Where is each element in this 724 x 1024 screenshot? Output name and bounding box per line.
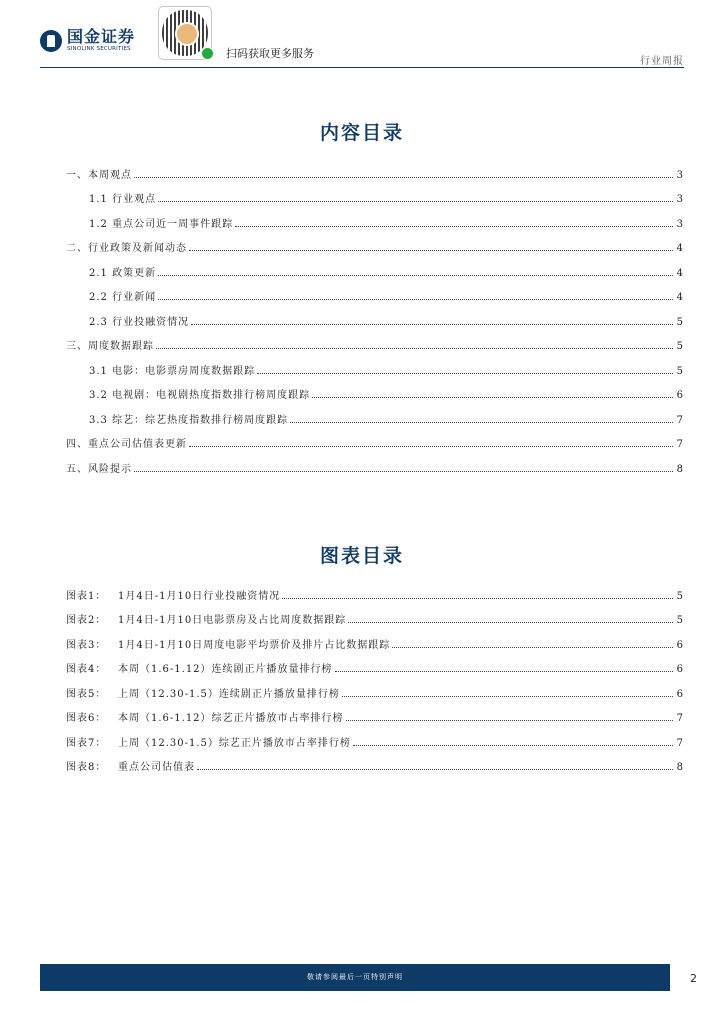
toc-item[interactable]: 一、本周观点 3: [66, 169, 684, 181]
table-of-contents: [66, 156, 684, 475]
figure-item[interactable]: 图表8： 重点公司估值表 8: [66, 762, 684, 773]
toc-item[interactable]: 3.2 电视剧：电视剧热度指数排行榜周度跟踪 6: [89, 390, 684, 401]
figure-item[interactable]: 图表7： 上周（12.30-1.5）综艺正片播放市占率排行榜 7: [66, 737, 684, 749]
toc-item[interactable]: 1.2 重点公司近一周事件跟踪 3: [89, 218, 684, 230]
figures-title: 图表目录: [319, 545, 404, 567]
header-divider: [40, 67, 684, 68]
figure-item[interactable]: 图表3： 1月4日-1月10日周度电影平均票价及排片占比数据跟踪 6: [66, 639, 684, 651]
qr-logo-icon: [175, 22, 199, 46]
logo-icon: [40, 30, 62, 52]
logo-name-en: SINOLINK SECURITIES: [67, 46, 131, 52]
logo-name-cn: 国金证券: [67, 27, 136, 46]
figure-item[interactable]: 图表5： 上周（12.30-1.5）连续剧正片播放量排行榜 6: [66, 688, 684, 700]
footer-disclaimer: 敬请参阅最后一页特别声明: [307, 973, 403, 981]
page-number: 2: [690, 972, 697, 985]
figure-item[interactable]: 图表1： 1月4日-1月10日行业投融资情况 5: [66, 590, 684, 602]
toc-item[interactable]: 3.1 电影：电影票房周度数据跟踪 5: [89, 365, 684, 377]
toc-item[interactable]: 二、行业政策及新闻动态 4: [66, 243, 684, 254]
toc-title: 内容目录: [319, 122, 404, 144]
toc-item[interactable]: 1.1 行业观点 3: [89, 194, 684, 205]
page-header: [0, 0, 724, 68]
footer-bar: [40, 964, 670, 991]
figure-item[interactable]: 图表2： 1月4日-1月10日电影票房及占比周度数据跟踪 5: [66, 615, 684, 626]
list-of-figures: [66, 577, 684, 773]
toc-item[interactable]: 四、重点公司估值表更新 7: [66, 439, 684, 450]
company-logo: [40, 29, 135, 53]
toc-item[interactable]: 2.2 行业新闻 4: [89, 292, 684, 303]
toc-item[interactable]: 2.1 政策更新 4: [89, 267, 684, 279]
report-type-label: 行业周报: [640, 56, 684, 67]
toc-item[interactable]: 五、风险提示 8: [66, 463, 684, 475]
toc-item[interactable]: 2.3 行业投融资情况 5: [89, 316, 684, 328]
toc-item[interactable]: 3.3 综艺：综艺热度指数排行榜周度跟踪 7: [89, 414, 684, 426]
figure-item[interactable]: 图表4： 本周（1.6-1.12）连续剧正片播放量排行榜 6: [66, 664, 684, 675]
figure-item[interactable]: 图表6： 本周（1.6-1.12）综艺正片播放市占率排行榜 7: [66, 713, 684, 724]
toc-item[interactable]: 三、周度数据跟踪 5: [66, 341, 684, 352]
wechat-badge-icon: [201, 47, 214, 60]
scan-prompt: 扫码获取更多服务: [226, 47, 314, 60]
